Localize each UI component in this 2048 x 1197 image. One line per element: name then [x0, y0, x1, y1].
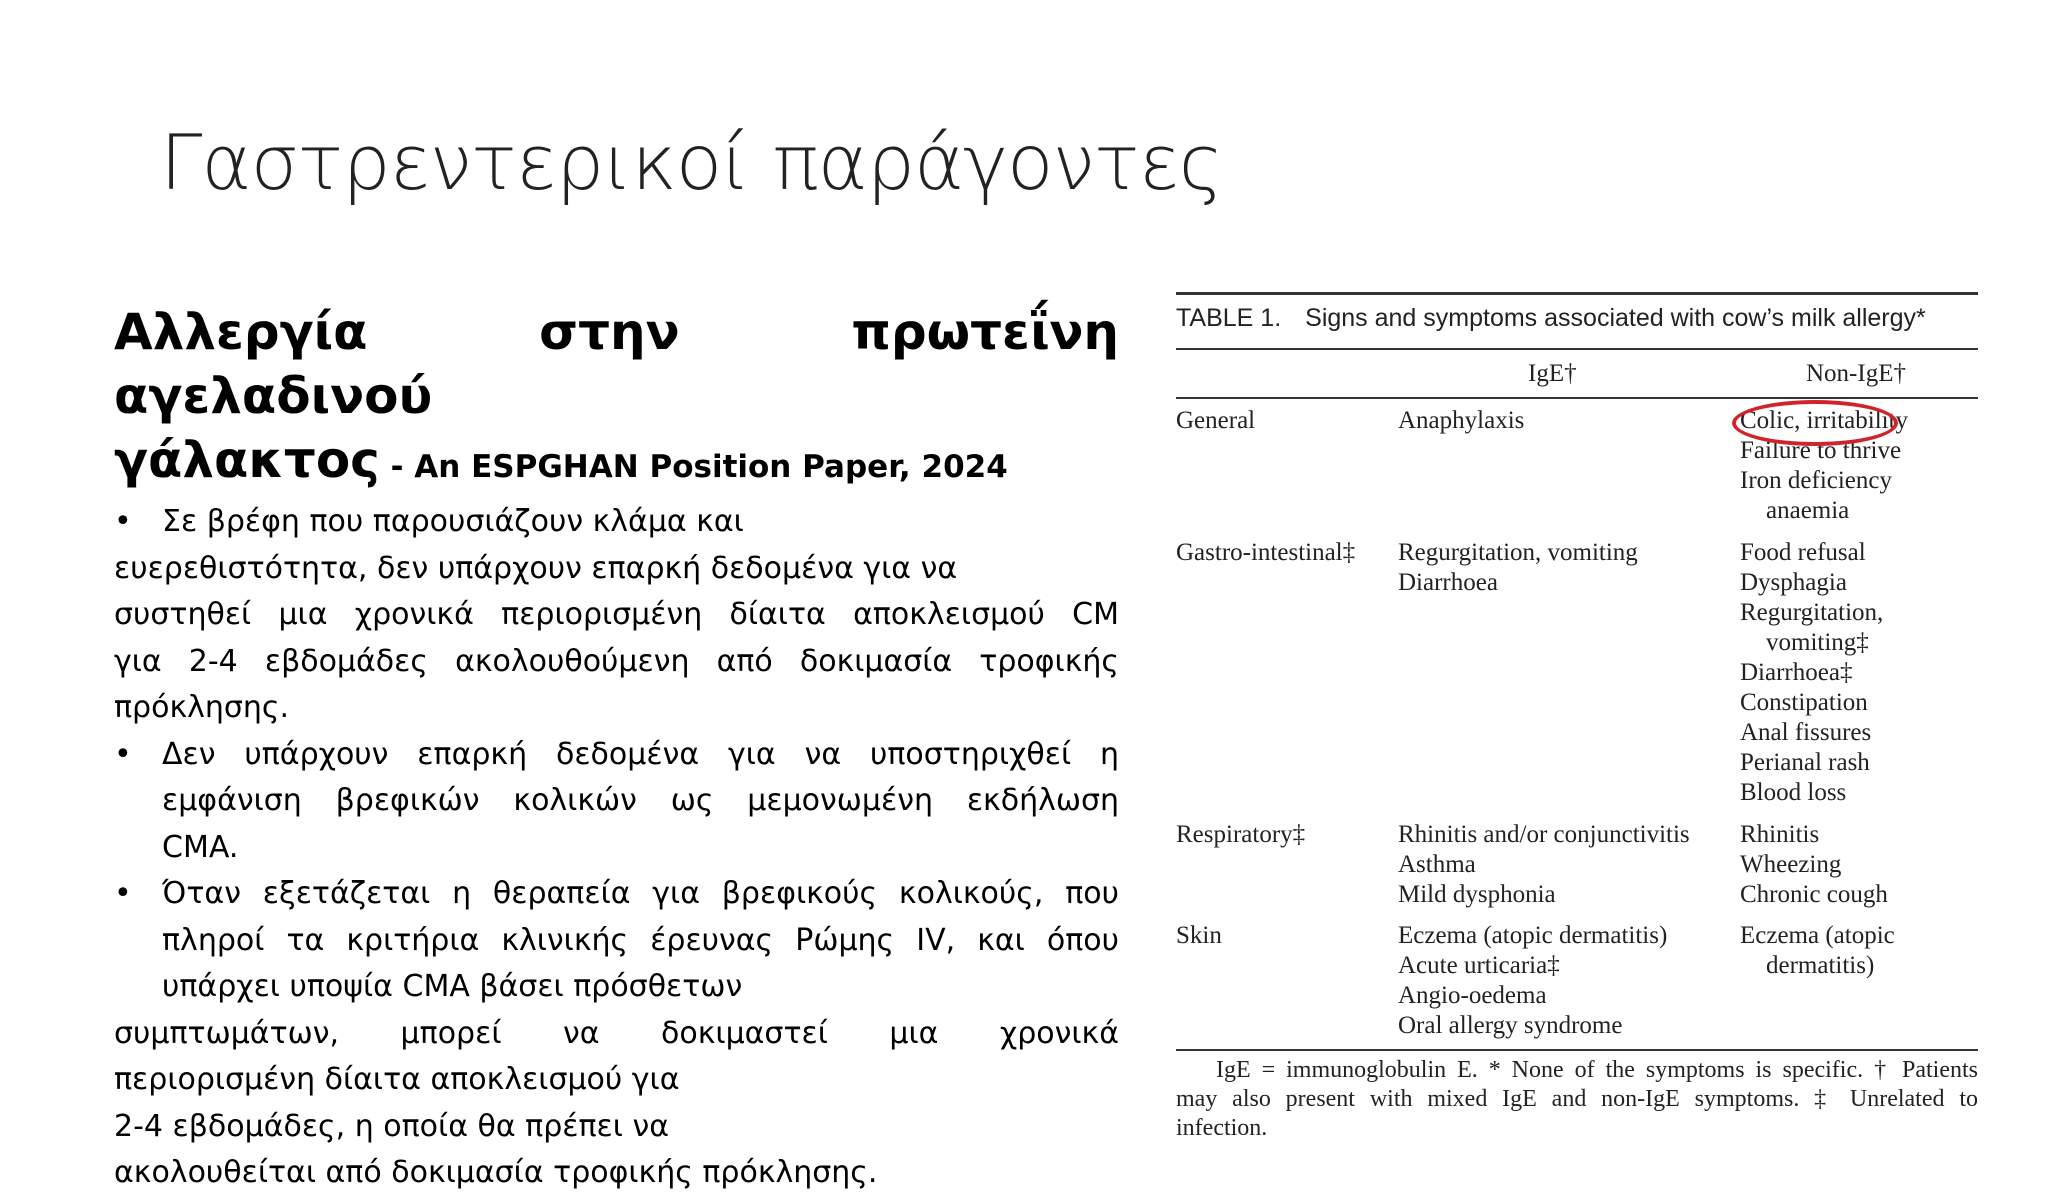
row-gi-ige	[1398, 538, 1638, 598]
list-item: Eczema (atopic dermatitis)	[1398, 922, 1668, 949]
list-item: Failure to thrive	[1740, 437, 1902, 464]
list-item: Constipation	[1740, 689, 1868, 716]
row-gi-non-ige	[1740, 538, 1883, 808]
list-item: Acute urticaria‡	[1398, 952, 1560, 979]
list-item: Iron deficiency	[1740, 467, 1893, 494]
heading-main: γάλακτος	[114, 431, 380, 489]
list-item: Angio-oedema	[1398, 982, 1547, 1009]
header-ige: IgE†	[1528, 360, 1577, 387]
list-item: Perianal rash	[1740, 749, 1870, 776]
footnote-line-2: may also present with mixed IgE and non-IgE symptoms. ‡ Unrelated to	[1176, 1086, 1978, 1112]
bullet-2-line-3: CMA.	[162, 829, 239, 865]
bullet-1-line-2: ευερεθιστότητα, δεν υπάρχουν επαρκή δεδομένα για να	[114, 550, 958, 586]
footnote-line-3: infection.	[1176, 1115, 1268, 1141]
list-item: Regurgitation, vomiting	[1398, 539, 1638, 566]
list-item: Diarrhoea	[1398, 569, 1498, 596]
row-gi-category: Gastro-intestinal‡	[1176, 539, 1356, 566]
list-item: Wheezing	[1740, 851, 1842, 878]
bullet-3-line-6: 2-4 εβδομάδες, η οποία θα πρέπει να	[114, 1108, 669, 1144]
list-item: Anaphylaxis	[1398, 407, 1525, 434]
list-item: Dysphagia	[1740, 569, 1847, 596]
bullet-3-line-7: ακολουθείται από δοκιμασία τροφικής πρόκλησης.	[114, 1155, 878, 1190]
list-item: Food refusal	[1740, 539, 1866, 566]
footnote-line-1: IgE = immunoglobulin E. * None of the symptoms is specific. † Patients	[1216, 1057, 1978, 1083]
bullet-2-line-2: εμφάνιση βρεφικών κολικών ως μεμονωμένη εκδήλωση	[162, 783, 1119, 818]
list-item: Asthma	[1398, 851, 1476, 878]
table-top-rule	[1176, 292, 1978, 295]
table-number: TABLE 1.	[1176, 304, 1282, 332]
list-item: Regurgitation,	[1740, 599, 1884, 626]
table-caption	[1176, 304, 1926, 333]
bullet-1-line-3: συστηθεί μια χρονικά περιορισμένη δίαιτα αποκλεισμού CM	[114, 597, 1119, 632]
list-item: Colic, irritability	[1740, 407, 1909, 434]
left-text-block	[114, 300, 1119, 1197]
table-caption-rule	[1176, 348, 1978, 350]
row-respiratory-category: Respiratory‡	[1176, 821, 1306, 848]
bullet-2-line-1: • Δεν υπάρχουν επαρκή δεδομένα για να υποστηριχθεί η	[114, 732, 1119, 779]
heading-line-2	[114, 428, 1119, 499]
list-item: Mild dysphonia	[1398, 881, 1556, 908]
list-item: Chronic cough	[1740, 881, 1888, 908]
list-item: vomiting‡	[1766, 629, 1869, 656]
list-item: Rhinitis and/or conjunctivitis	[1398, 821, 1690, 848]
row-respiratory-non-ige	[1740, 820, 1888, 910]
table-header-rule	[1176, 397, 1978, 399]
row-skin-non-ige	[1740, 921, 1895, 981]
row-respiratory-ige	[1398, 820, 1690, 910]
table-bottom-rule	[1176, 1049, 1978, 1051]
list-item: Anal fissures	[1740, 719, 1872, 746]
header-non-ige: Non-IgE†	[1806, 360, 1906, 387]
list-item: Oral allergy syndrome	[1398, 1012, 1623, 1039]
bullet-1-line-4: για 2-4 εβδομάδες ακολουθούμενη από δοκιμασία τροφικής	[114, 643, 1119, 679]
row-general-category: General	[1176, 407, 1256, 434]
bullet-3-line-1: • Όταν εξετάζεται η θεραπεία για βρεφικούς κολικούς, που	[114, 871, 1119, 918]
highlight-circle	[1732, 400, 1898, 446]
list-item: Rhinitis	[1740, 821, 1820, 848]
bullet-3-line-5: περιορισμένη δίαιτα αποκλεισμού για	[114, 1062, 680, 1097]
list-item: Eczema (atopic	[1740, 922, 1895, 949]
row-general-ige	[1398, 406, 1524, 436]
bullet-1-line-5: πρόκλησης.	[114, 690, 290, 725]
list-item: anaemia	[1766, 497, 1850, 524]
list-item: dermatitis)	[1766, 952, 1875, 979]
list-item: Diarrhoea‡	[1740, 659, 1853, 686]
table-footnote	[1176, 1056, 1978, 1143]
row-skin-ige	[1398, 921, 1667, 1041]
bullet-3-line-4: συμπτωμάτων, μπορεί να δοκιμαστεί μια χρονικά	[114, 1015, 1119, 1051]
list-item: Blood loss	[1740, 779, 1847, 806]
table-caption-text: Signs and symptoms associated with cow’s milk allergy*	[1305, 304, 1926, 332]
bullet-1-line-1: • Σε βρέφη που παρουσιάζουν κλάμα και	[114, 499, 1119, 546]
bullet-3-line-3: υπάρχει υποψία CMA βάσει πρόσθετων	[162, 969, 743, 1004]
row-skin-category: Skin	[1176, 922, 1222, 949]
heading-source: - An ESPGHAN Position Paper, 2024	[379, 449, 1008, 485]
slide-title: Γαστρεντερικοί παράγοντες	[160, 118, 1223, 207]
cma-symptoms-table	[1176, 292, 1978, 1152]
bullet-3-line-2: πληροί τα κριτήρια κλινικής έρευνας Ρώμης IV, και όπου	[162, 922, 1119, 958]
heading-line-1: Αλλεργία στην πρωτεΐνη αγελαδινού	[114, 303, 1119, 425]
